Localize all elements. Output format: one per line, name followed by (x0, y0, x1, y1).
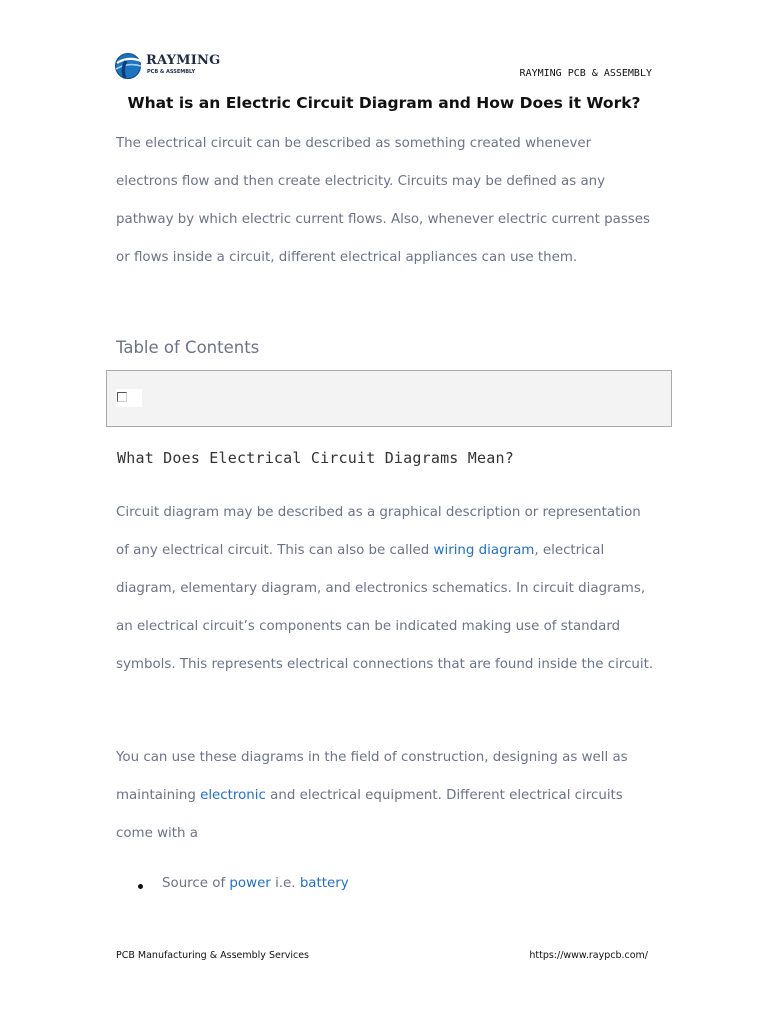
paragraph-text: Circuit diagram may be described as a graphical description or representation of any electrical circuit. This can also be called (116, 505, 641, 558)
logo-globe-icon (114, 52, 144, 80)
footer-services: PCB Manufacturing & Assembly Services (116, 950, 310, 961)
intro-paragraph: The electrical circuit can be described as something created whenever electrons flow and then create electricity. Circuits may be defined as any pathway by which electric current flows. Also, whenever electric current passes or flows inside a circuit, different electrical appliances can use them. (116, 136, 650, 265)
bullet-icon (138, 884, 143, 889)
logo-subtitle: PCB & ASSEMBLY (147, 69, 196, 75)
battery-link[interactable]: battery (299, 876, 349, 891)
rayming-logo (114, 52, 224, 80)
document-title: What is an Electric Circuit Diagram and How Does it Work? (127, 94, 641, 112)
footer-url[interactable]: https://www.raypcb.com/ (529, 950, 648, 961)
list-item-label: i.e. (270, 876, 300, 891)
list-item-label: Source of (162, 876, 230, 891)
paragraph-text: , electrical diagram, elementary diagram, and electronics schematics. In circuit diagrams, an electrical circuit’s components can be indicated making use of standard symbols. This represents electrical connections that are found inside the circuit. (116, 543, 654, 672)
toc-title: Table of Contents (116, 338, 260, 357)
circuit-diagram-paragraph (116, 494, 656, 684)
section-heading: What Does Electrical Circuit Diagrams Mean? (117, 449, 514, 467)
power-link[interactable]: power (229, 876, 271, 891)
electronic-link[interactable]: electronic (200, 788, 266, 803)
header-company-name: RAYMING PCB & ASSEMBLY (519, 68, 652, 79)
list-item-text (162, 876, 349, 891)
paragraph-text: You can use these diagrams in the field of construction, designing as well as maintaining (116, 750, 628, 803)
toc-box (106, 370, 672, 427)
paragraph-text: and electrical equipment. Different electrical circuits come with a (116, 788, 623, 841)
toc-toggle-checkbox-icon[interactable] (117, 392, 127, 402)
wiring-diagram-link[interactable]: wiring diagram (433, 543, 535, 558)
logo-name: RAYMING (146, 53, 221, 68)
uses-paragraph (116, 739, 656, 853)
